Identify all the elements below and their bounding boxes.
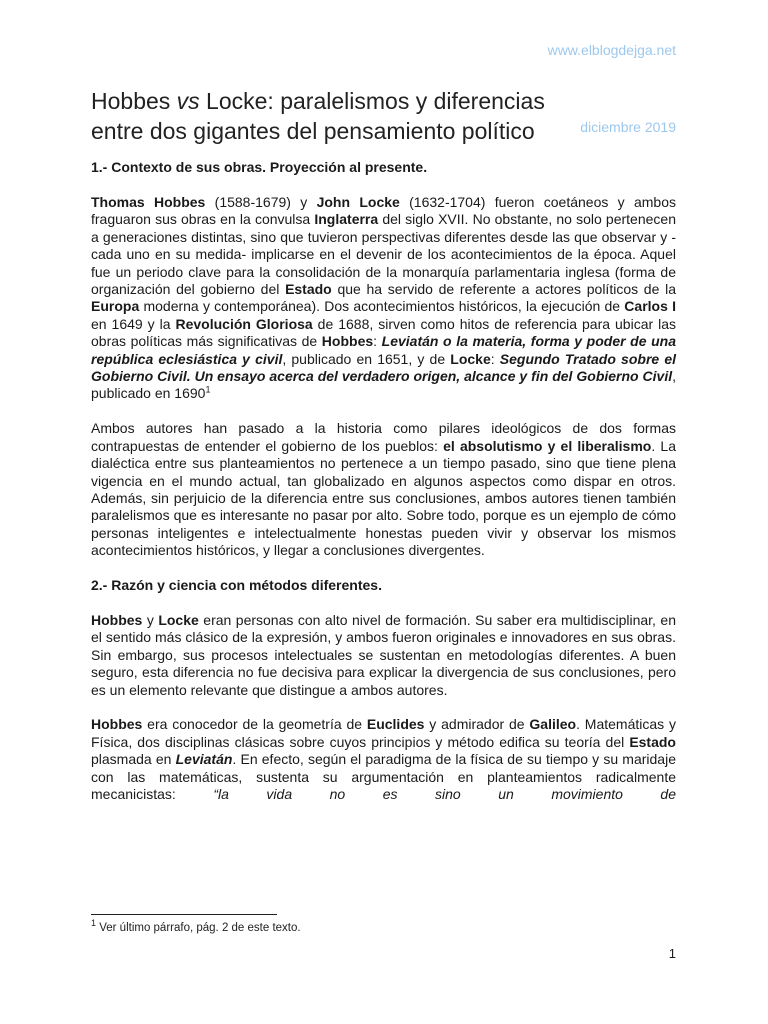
paragraph-1: Thomas Hobbes (1588-1679) y John Locke (1632-1704) fueron coetáneos y ambos fraguaron sus obras en la convulsa Inglaterra del siglo XVII. No obstante, no solo pertenecen a generaciones distintas, sino que tuvieron perspectivas diferentes desde las que observar y -cada uno en su medida- implicarse en el devenir de los acontecimientos de la época. Aquel fue un periodo clave para la consolidación de la monarquía parlamentaria inglesa (forma de organización del gobierno del Estado que ha servido de referente a actores políticos de la Europa moderna y contemporánea). Dos acontecimientos históricos, la ejecución de Carlos I en 1649 y la Revolución Gloriosa de 1688, sirven como hitos de referencia para ubicar las obras políticas más significativas de Hobbes: Leviatán o la materia, forma y poder de una república eclesiástica y civil, publicado en 1651, y de Locke: Segundo Tratado sobre el Gobierno Civil. Un ensayo acerca del verdadero origen, alcance y fin del Gobierno Civil, publicado en 1690$^1$ [91, 193, 677, 402]
document-body [91, 159, 676, 821]
section-heading-1: 1.- Contexto de sus obras. Proyección al presente. [91, 159, 428, 175]
footnote-ref: 1 [205, 384, 211, 395]
paragraph-3: Hobbes y Locke eran personas con alto nivel de formación. Su saber era multidisciplinar, en el sentido más clásico de la expresión, y ambos fueron originales e innovadores en sus obras. Sin embargo, sus procesos intelectuales se sustentan en metodologías diferentes. A buen seguro, esta diferencia no fue decisiva para explicar la divergencia de sus conclusiones, pero es un elemento relevante que distingue a ambos autores. [91, 611, 676, 698]
publication-date: diciembre 2019 [580, 119, 676, 135]
page-title: Hobbes vs Locke: paralelismos y diferencias entre dos gigantes del pensamiento político [91, 88, 545, 144]
page-number: 1 [668, 946, 676, 961]
paragraph-4: Hobbes era conocedor de la geometría de Euclides y admirador de Galileo. Matemáticas y Física, dos disciplinas clásicas sobre cuyos principios y método edifica su teoría del Estado plasmada en Leviatán. En efecto, según el paradigma de la física de su tiempo y su maridaje con las matemáticas, sustenta su argumentación en planteamientos radicalmente mecanicistas: “la vida no es sino un movimiento de [91, 716, 677, 803]
site-url: www.elblogdejga.net [547, 42, 676, 58]
section-heading-2: 2.- Razón y ciencia con métodos diferentes. [91, 577, 382, 594]
footnote-divider [91, 914, 277, 915]
paragraph-2: Ambos autores han pasado a la historia como pilares ideológicos de dos formas contrapuestas de entender el gobierno de los pueblos: el absolutismo y el liberalismo. La dialéctica entre sus planteamientos no pertenece a un tiempo pasado, sino que tiene plena vigencia en el mundo actual, tan globalizado en algunos aspectos como dispar en otros. Además, sin perjuicio de la diferencia entre sus conclusiones, ambos autores tienen también paralelismos que es interesante no pasar por alto. Sobre todo, porque es un ejemplo de cómo personas inteligentes e intelectualmente honestas pueden vivir y observar los mismos acontecimientos históricos, y llegar a conclusiones divergentes. [91, 420, 676, 559]
footnote: $^1$ Ver último párrafo, pág. 2 de este texto. [91, 918, 301, 934]
